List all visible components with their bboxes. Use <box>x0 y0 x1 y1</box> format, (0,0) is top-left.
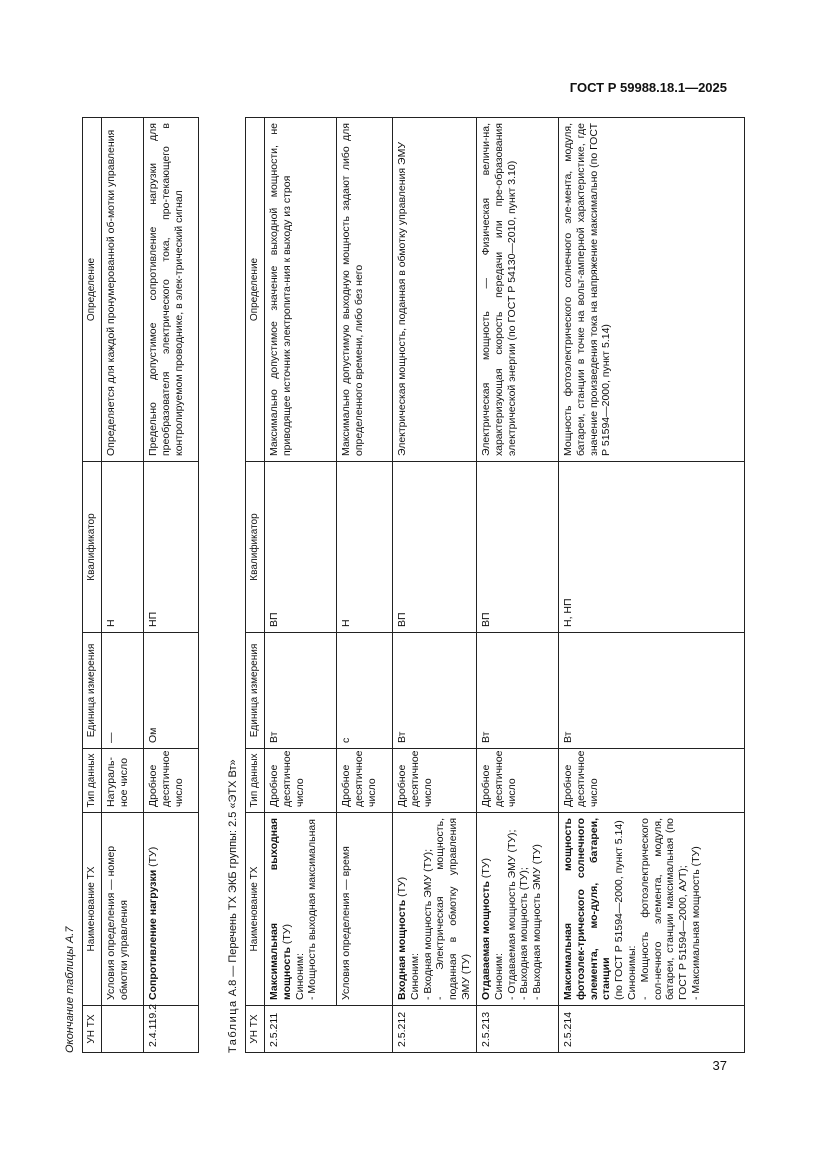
cell-definition: Максимально допустимую выходную мощность задают либо для определенного времени, либо без него <box>337 118 393 462</box>
synonym: - Выходная мощность ЭМУ (ТУ) <box>531 844 544 1000</box>
term-name: Сопротивление нагрузки <box>147 869 159 1000</box>
cell-code: 2.5.213 <box>477 1006 559 1053</box>
column-header: УН ТХ <box>246 1006 265 1053</box>
column-header: Тип данных <box>83 749 102 813</box>
synonym: - Максимальная мощность (ТУ) <box>689 846 702 1000</box>
cell-unit: Вт <box>559 633 745 749</box>
cell-unit: Вт <box>393 633 477 749</box>
cell-definition: Предельно допустимое сопротивление нагрузки для преобразователя электрического тока, про-текающего в контролируемом проводнике, в элек-трический сигнал <box>144 118 199 462</box>
cell-unit: — <box>102 633 144 749</box>
cell-type: Дробное десятичное число <box>337 749 393 813</box>
table-row <box>393 118 477 1053</box>
column-header: Квалификатор <box>246 462 265 633</box>
cell-name <box>393 813 477 1006</box>
table-row <box>265 118 337 1053</box>
synonyms-label: Синоним: <box>293 953 306 1000</box>
cell-code: 2.4.119.2 <box>144 1006 199 1053</box>
column-header: Единица измерения <box>83 633 102 749</box>
synonym: - Мощность фотоэлектрического сол-нечного элемента, модуля, батареи, станции максимальная (по ГОСТ Р 51594—2000, АУТ); <box>638 818 690 1000</box>
term-name: Максимальная мощность фотоэлек-трического солнечного элемента, мо-дуля, батареи, станции <box>562 818 613 1000</box>
table-row <box>477 118 559 1053</box>
term-name: Входная мощность <box>396 899 408 1000</box>
term-source: (по ГОСТ Р 51594—2000, пункт 5.14) <box>613 820 626 1000</box>
table-a8-caption-prefix: Таблица <box>227 999 239 1053</box>
column-header: Единица измерения <box>246 633 265 749</box>
cell-name <box>265 813 337 1006</box>
cell-unit: с <box>337 633 393 749</box>
cell-type: Дробное десятичное число <box>265 749 337 813</box>
table-a8 <box>245 117 745 1053</box>
cell-definition: Электрическая мощность, поданная в обмотку управления ЭМУ <box>393 118 477 462</box>
synonyms-label: Синоним: <box>492 953 505 1000</box>
cell-type: Дробное десятичное число <box>144 749 199 813</box>
table-row <box>559 118 745 1053</box>
table-a8-caption-text: А.8 — Перечень ТХ ЭКБ группы: 2.5 «ЭТХ Вт» <box>227 759 239 1000</box>
term-source: (ТУ) <box>147 846 159 870</box>
cell-name: Условия определения — время <box>337 813 393 1006</box>
cell-qualifier: Н, НП <box>559 462 745 633</box>
cell-definition: Максимально допустимое значение выходной мощности, не приводящее источник электропита-ния к выходу из строя <box>265 118 337 462</box>
cell-type: Натураль-ное число <box>102 749 144 813</box>
cell-unit: Вт <box>477 633 559 749</box>
cell-qualifier: ВП <box>477 462 559 633</box>
term-source: (ТУ) <box>280 924 293 948</box>
column-header: УН ТХ <box>83 1006 102 1053</box>
column-header: Определение <box>83 118 102 462</box>
cell-code <box>102 1006 144 1053</box>
cell-name <box>144 813 199 1006</box>
table-a7-caption: Окончание таблицы А.7 <box>64 926 76 1053</box>
page-number: 37 <box>712 1058 727 1073</box>
cell-code: 2.5.214 <box>559 1006 745 1053</box>
document-header: ГОСТ Р 59988.18.1—2025 <box>569 80 727 95</box>
cell-qualifier: ВП <box>265 462 337 633</box>
cell-name <box>477 813 559 1006</box>
cell-unit: Ом <box>144 633 199 749</box>
column-header: Тип данных <box>246 749 265 813</box>
table-a8-header-row <box>246 118 265 1053</box>
synonym: - Входная мощность ЭМУ (ТУ); <box>421 848 434 1000</box>
table-row <box>144 118 199 1053</box>
cell-qualifier: Н <box>102 462 144 633</box>
cell-type: Дробное десятичное число <box>393 749 477 813</box>
synonyms-label: Синонимы: <box>625 945 638 1000</box>
term-source: (ТУ) <box>396 876 408 900</box>
cell-name <box>559 813 745 1006</box>
synonym: - Выходная мощность (ТУ); <box>518 867 531 1000</box>
table-a7-header-row <box>83 118 102 1053</box>
cell-name: Условия определения — номер обмотки управления <box>102 813 144 1006</box>
table-a8-caption <box>227 759 239 1053</box>
cell-qualifier: НП <box>144 462 199 633</box>
term-name: Отдаваемая мощность <box>480 880 492 1000</box>
column-header: Определение <box>246 118 265 462</box>
cell-definition: Определяется для каждой пронумерованной об-мотки управления <box>102 118 144 462</box>
cell-qualifier: ВП <box>393 462 477 633</box>
synonym: - Мощность выходная максимальная <box>306 819 319 1000</box>
cell-code: 2.5.211 <box>265 1006 393 1053</box>
synonym: - Отдаваемая мощность ЭМУ (ТУ); <box>505 829 518 1000</box>
term-source: (ТУ) <box>480 857 492 881</box>
synonym: - Электрическая мощность, поданная в обмотку управления ЭМУ (ТУ) <box>434 818 472 1000</box>
cell-definition: Мощность фотоэлектрического солнечного эле-мента, модуля, батареи, станции в точке на вольт-амперной характеристике, где значение произведения тока на напряжение максимально (по ГОСТ Р 51594—2000, пункт 5.14) <box>559 118 745 462</box>
table-a7 <box>82 117 199 1053</box>
table-row <box>102 118 144 1053</box>
cell-type: Дробное десятичное число <box>559 749 745 813</box>
rotated-page-content <box>60 118 728 1053</box>
cell-definition: Электрическая мощность — Физическая величи-на, характеризующая скорость передачи или пре-образования электрической энергии (по ГОСТ Р 54130—2010, пункт 3.10) <box>477 118 559 462</box>
column-header: Наименование ТХ <box>246 813 265 1006</box>
column-header: Квалификатор <box>83 462 102 633</box>
column-header: Наименование ТХ <box>83 813 102 1006</box>
term-name: Максимальная выходная мощность <box>268 818 293 1000</box>
table-row <box>337 118 393 1053</box>
cell-unit: Вт <box>265 633 337 749</box>
cell-code: 2.5.212 <box>393 1006 477 1053</box>
cell-qualifier: Н <box>337 462 393 633</box>
cell-type: Дробное десятичное число <box>477 749 559 813</box>
synonyms-label: Синоним: <box>408 953 421 1000</box>
